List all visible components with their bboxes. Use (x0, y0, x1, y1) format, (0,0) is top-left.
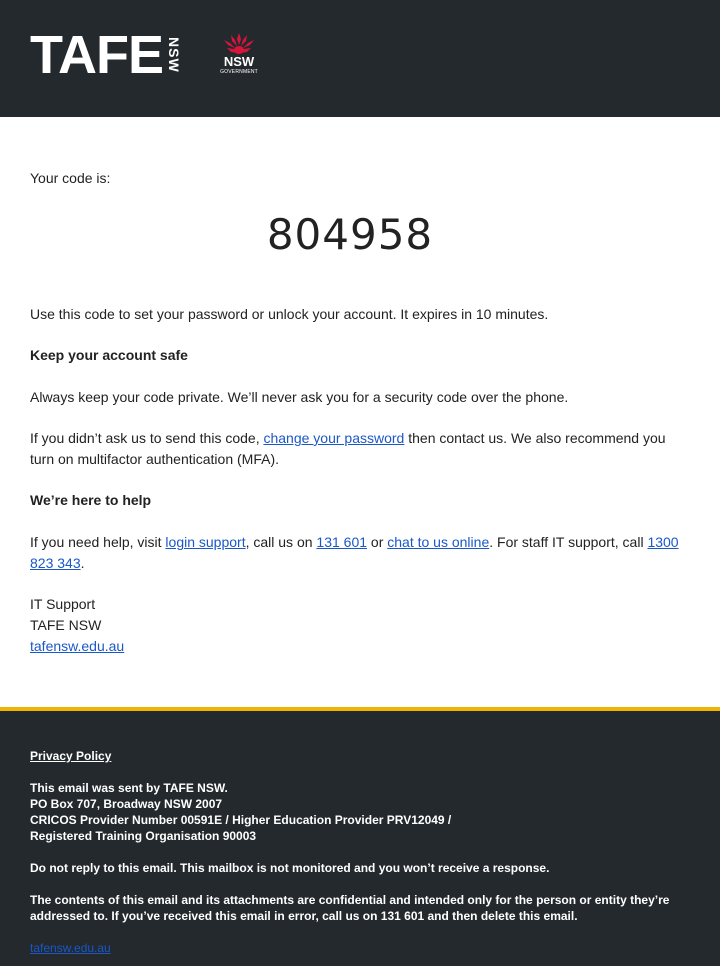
verification-code: 804958 (266, 210, 434, 259)
help-mid-2: or (367, 534, 388, 550)
didnt-ask-prefix: If you didn’t ask us to send this code, (30, 430, 264, 446)
code-intro: Your code is: (30, 170, 111, 186)
help-paragraph (30, 532, 680, 574)
safe-text: Always keep your code private. We’ll never ask you for a security code over the phone. (30, 389, 569, 405)
didnt-ask-paragraph (30, 428, 680, 470)
gov-logo-government-text: GOVERNMENT (220, 69, 258, 75)
privacy-policy-link[interactable]: Privacy Policy (30, 749, 112, 763)
signature-site-link[interactable]: tafensw.edu.au (30, 638, 125, 654)
tafe-logo-text: TAFE (30, 25, 163, 85)
tafe-logo-nsw-text: NSW (165, 37, 182, 73)
email-header (0, 0, 720, 117)
signature-site (30, 636, 680, 657)
footer-site-link[interactable]: tafensw.edu.au (30, 941, 111, 955)
email-footer (0, 707, 720, 966)
chat-online-link[interactable]: chat to us online (387, 534, 490, 550)
login-support-link[interactable]: login support (165, 534, 246, 550)
change-password-link[interactable]: change your password (263, 430, 405, 446)
help-heading: We’re here to help (30, 492, 152, 508)
phone-link[interactable]: 131 601 (316, 534, 368, 550)
help-end: . (80, 555, 85, 571)
safe-heading: Keep your account safe (30, 347, 188, 363)
footer-no-reply: Do not reply to this email. This mailbox is not monitored and you won’t receive a response. (30, 861, 550, 875)
help-mid-1: , call us on (245, 534, 317, 550)
waratah-icon (218, 32, 260, 56)
signature-team: IT Support (30, 596, 96, 612)
footer-address: PO Box 707, Broadway NSW 2007 (30, 797, 223, 811)
footer-cricos: CRICOS Provider Number 00591E / Higher Education Provider PRV12049 / (30, 813, 452, 827)
footer-confidential: The contents of this email and its attachments are confidential and intended only for the person or entity they’re addressed to. If you’ve received this email in error, call us on 131 601 and then delete this email. (30, 893, 670, 923)
help-mid-3: . For staff IT support, call (489, 534, 648, 550)
help-prefix: If you need help, visit (30, 534, 166, 550)
staff-phone-link[interactable]: 1300 823 343 (30, 534, 679, 571)
instruction-text: Use this code to set your password or unlock your account. It expires in 10 minutes. (30, 306, 549, 322)
tafe-nsw-logo (30, 25, 182, 85)
privacy-policy-row (30, 748, 690, 764)
footer-sent-by: This email was sent by TAFE NSW. (30, 781, 228, 795)
gov-logo-nsw-text: NSW (223, 54, 255, 69)
nsw-government-logo (218, 32, 260, 78)
footer-site-row (30, 940, 690, 956)
signature-org: TAFE NSW (30, 617, 102, 633)
footer-rto: Registered Training Organisation 90003 (30, 829, 257, 843)
didnt-ask-suffix: then contact us. We also recommend you turn on multifactor authentication (MFA). (30, 430, 666, 467)
